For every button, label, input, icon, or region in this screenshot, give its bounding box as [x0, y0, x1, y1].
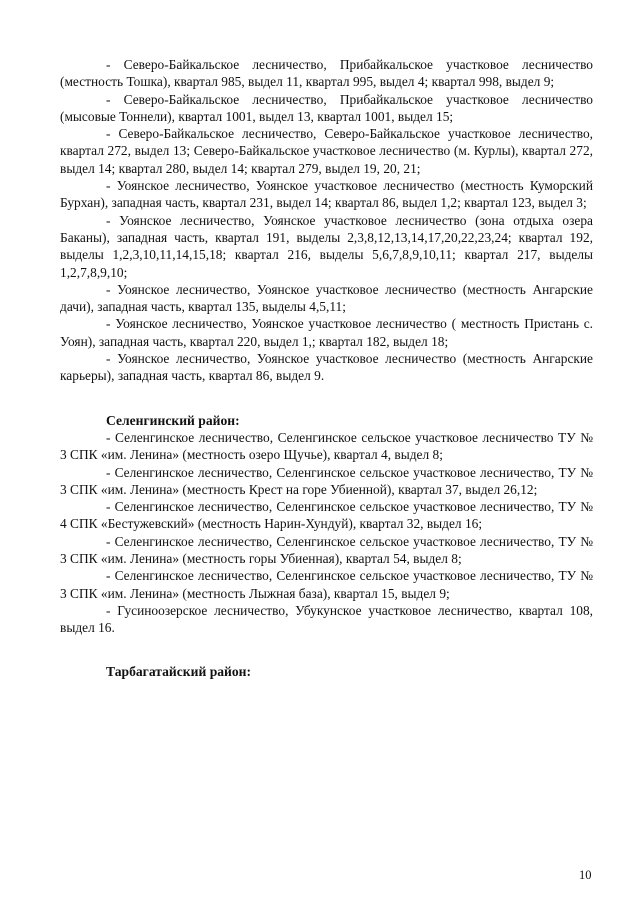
list-item: - Уоянское лесничество, Уоянское участковое лесничество (местность Ангарские карьеры), западная часть, квартал 86, выдел 9. — [60, 351, 593, 384]
list-item: - Уоянское лесничество, Уоянское участковое лесничество (зона отдыха озера Баканы), западная часть, квартал 191, выделы 2,3,8,12,13,14,17,20,22,23,24; квартал 192, выделы 1,2,3,10,11,14,15,18; квартал 216, выделы 5,6,7,8,9,10,11; квартал 217, выделы 1,2,7,8,9,10; — [60, 212, 593, 280]
list-item: - Уоянское лесничество, Уоянское участковое лесничество (местность Куморский Бурхан), западная часть, квартал 231, выдел 14; квартал 86, выдел 1,2; квартал 123, выдел 3; — [60, 178, 593, 211]
section-heading-selenga: Селенгинский район: — [106, 412, 240, 428]
section-heading-tarbagatai: Тарбагатайский район: — [106, 663, 252, 679]
list-item: - Селенгинское лесничество, Селенгинское сельское участковое лесничество, ТУ № 3 СПК «им. Ленина» (местность горы Убиенная), квартал 54, выдел 8; — [60, 533, 593, 567]
list-item: - Селенгинское лесничество, Селенгинское сельское участковое лесничество ТУ № 3 СПК «им. Ленина» (местность озеро Щучье), квартал 4, выдел 8; — [60, 429, 593, 463]
list-item: - Северо-Байкальское лесничество, Прибайкальское участковое лесничество (местность Тошка), квартал 985, выдел 11, квартал 995, выдел 4; квартал 998, выдел 9; — [60, 57, 593, 90]
page-number: 10 — [579, 868, 592, 882]
list-item: - Селенгинское лесничество, Селенгинское сельское участковое лесничество, ТУ № 4 СПК «Бестужевский» (местность Нарин-Хундуй), квартал 32, выдел 16; — [60, 499, 593, 532]
section-spacer — [60, 385, 593, 412]
section-spacer — [60, 637, 593, 663]
document-page — [60, 56, 593, 680]
list-item: - Северо-Байкальское лесничество, Северо-Байкальское участковое лесничество, квартал 272, выдел 13; Северо-Байкальское участковое лесничество (м. Курлы), квартал 272, выдел 14; квартал 280, выдел 14; квартал 279, выдел 19, 20, 21; — [60, 126, 593, 176]
list-item: - Гусиноозерское лесничество, Убукунское участковое лесничество, квартал 108, выдел 16. — [60, 602, 593, 636]
list-item: - Селенгинское лесничество, Селенгинское сельское участковое лесничество, ТУ № 3 СПК «им. Ленина» (местность Крест на горе Убиенной), квартал 37, выдел 26,12; — [60, 464, 593, 497]
list-item: - Уоянское лесничество, Уоянское участковое лесничество ( местность Пристань с. Уоян), западная часть, квартал 220, выдел 1,; квартал 182, выдел 18; — [60, 316, 593, 349]
list-item: - Уоянское лесничество, Уоянское участковое лесничество (местность Ангарские дачи), западная часть, квартал 135, выделы 4,5,11; — [60, 281, 593, 315]
list-item: - Северо-Байкальское лесничество, Прибайкальское участковое лесничество (мысовые Тоннели), квартал 1001, выдел 13, квартал 1001, выдел 15; — [60, 91, 593, 124]
list-item: - Селенгинское лесничество, Селенгинское сельское участковое лесничество, ТУ № 3 СПК «им. Ленина» (местность Лыжная база), квартал 15, выдел 9; — [60, 568, 593, 601]
